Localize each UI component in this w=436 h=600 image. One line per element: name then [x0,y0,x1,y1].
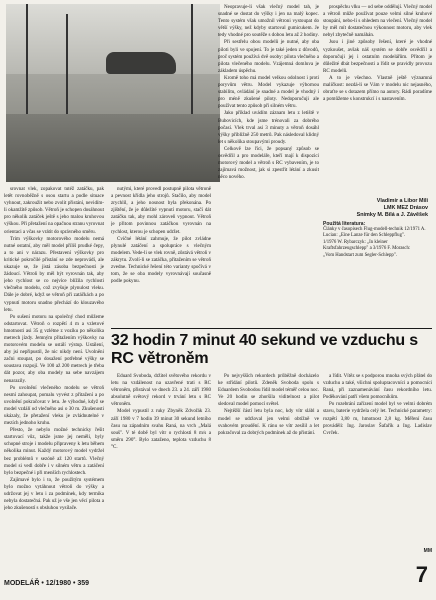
paragraph: Trim výškovky motorového modelu nemá nutné ostatní, aby měl model příliš prudké čepy, a to ani v nárazu. Přestavení výškovky pro kritické pokročilé přistání se zde neprovádí, ale ukazuje se, že jistá zásoba bezpečnosti je žádoucí. Větroň by měl být vyrovnán tak, aby jeho rychlost se co nejvíce blížila rychlosti vlečného modelu, což zvyšuje plynulost vleku. Dále je dobré, když se větroň při zatáčkách a po vypnutí motoru snadno přechází do klouzavého letu. [4,235,104,313]
text-column-2 [111,186,211,316]
paragraph: a řídit. Vítěz se s podporou mnoha svých přátel do vzduchu a také, všichni spolupracovníci a pomocníci Raná, při zaznamenávání času rekordního letu. Poděkování patří všem pomocníkům. [323,373,432,401]
paragraph: Nejtěžší částí letu byla noc, kdy vítr slábl a model se udržoval jen velmi obtížně ve svahovém proudění. K ránu se vítr zesílil a let pokračoval za dobrých podmínek až do přistání. [218,408,319,436]
authors-block [323,198,432,259]
text-column-1 [4,186,104,558]
photo-ground [6,114,220,182]
photo-car [106,52,176,74]
text-column-4 [323,4,432,196]
source-item: 1/1976 W. Rybarczyk: „In kleiner Kraftsfahrzeugschlepp" a 3/1976 F. Morasch: [323,239,411,252]
text-column-3 [218,4,319,336]
photo-credit: Snímky M. Bílá a J. Závěšek [356,212,428,218]
page-number: 7 [415,562,428,587]
paragraph: Neopravuje-li však vlečný model tah, je snadné se dostat do výšky i jen na malý kopec. Tento systém však umožnil větroni vystoupat do větší výšky, než kdyby startoval gumicukem. Je tedy vhodné pro soutěže s dobou letu až 2 hodiny. [218,4,319,39]
paragraph: Model vypustil z ruky Zbyněk Zdvořák 23. září 1980 v 7 hodin 39 minut 30 sekund letního času na západním svahu Raná, na vrch „Malá souš". V té době byl vítr o rychlosti 8 m/s a směru 290°. Bylo zataženo, teplota vzduchu 8 °C. [111,408,211,450]
paragraph: Jako příklad uvádím záznam letu z letiště v Bubovicích, kde jsme trénovali za dobrého počasí. Vlek trval asi 3 minuty a větroň dosáhl výšky přibližně 250 metrů. Pak následoval klidný let s několika stoupavými proudy. [218,110,319,145]
text-column-6 [218,373,319,561]
paragraph: Kromě toho má model velkou odolnost i proti poryvům větru. Model vykazuje výbornou stabilitu, ovládání je snadné a model je vhodný i pro méně zkušené piloty. Nedoporučuji ale používat tento způsob při silném větru. [218,74,319,110]
author-club: LMK MEZ Drásov [383,205,428,211]
paragraph: Eduard Svoboda, držitel světového rekordu v letu na vzdálenost na uzavřené trati s RC větroněm, přistával ve dnech 23. a 24. září 1980 absolutně světový rekord v trvání letu s RC větroněm. [111,373,211,408]
paragraph: nutými, které provedl postupně pilota větroně a pevnost křídla jeho strojů. Stačilo, aby model zrychlil, a jeho nosnost byla překonána. Po zjištění, že je důležité vypnutí motoru, stačí dát zatáčku tak, aby mohl zároveň vypnout. Větroň je přitom povinnou zatáčkou vyrovnán na rychlost, kterou je schopen udržet. [111,186,211,235]
paragraph: Celkově lze říci, že popsaný způsob se osvědčil a pro modeláře, kteří mají k dispozici motorový model a větroň s RC vybavením, je to zajímavá možnost, jak si zpestřit létání a zkusit něco nového. [218,145,319,181]
page-footer: MODELÁŘ • 12/1980 • 359 [4,580,90,587]
paragraph: Cvičné létání zahrnuje, že pilot zvládne plynulé zatáčení a spolupráce s vlečným modelem. Vede-li se vlek rovně, zůstává větroň v zákrytu. Zvolí-li se zatáčka, přitažením se větroň zvedne. Technické řešení této varianty spočívá v tom, že se oba modely vyrovnávají současně podle pokynu. [111,235,211,285]
article-signature: MM [423,548,432,554]
paragraph: Jsou i jiné způsoby řešení, které je vhodné vyzkoušet, avšak náš systém se dobře osvědčil a doporučuji jej i ostatním modelářům. Přitom je důležité dbát bezpečnosti a řídit se pravidly provozu RC modelů. [323,39,432,74]
photo-pole [26,4,28,114]
author-name: Vladimír a Libor Mili [376,198,428,204]
paragraph: Po sušení motoru na společný chod můžeme odstartovat. Větroň o rozpětí 4 m a vzletové hmotnosti asi 35 g vzlétne z vozíku po několika metrech jízdy. Jemným přitažením výškovky na motorovém modelu se ustálí výstup. Ustálení, aby jsi nepřipustil, že nic nikdy není. Uvolněni začni stoupat, po dosažení potřebné výšky se soustava rozpojí. Ve 100 až 200 metrech je třeba dát pozor, aby oba modely na sebe navzájem nenarazily. [4,313,104,384]
source-item: Články v časopisech Flug-modell-technik 12/1971 A. Lucian: „Eine Lanze für den Schleppflug". [323,227,426,239]
paragraph: Přesto, že nebylo možné technicky řešit startovací vůz, takže jsme jej neměli, byly schopné stroje i modelu připraveny k letu během několika minut. Každý motorový model vydržel bez problémů v sezóně až 120 startů. Vlečný model si vedl dobře i v silném větru a zatáčení bylo bezpečné i při menších rychlostech. [4,427,104,476]
paragraph: Při sestřelu obou modelů je nutné, aby oba piloti byli ve spojení. To je také jeden z důvodů, proč systém používá dvě osoby: pilota vlečného a pilota vlečeného modelu. Vzájemná domluva je základem úspěchu. [218,39,319,74]
photo-pole [191,4,193,114]
paragraph: Po uvolnění vlečeného modelu se větroň nesmí zahoupat, pomalu vyvést z přitažení a po uvolnění pokračovat v letu. Je výhodné, když se model vzdálí od vlečného asi o 30 m. Zkušenosti ukázaly, že přetažení vleku je zvládnutelné v mezích jednoho kruhu. [4,384,104,427]
sources-title: Použitá literatura: [323,221,366,227]
article-photo [6,4,220,182]
paragraph: Po nejvyšších rekordech průběžně docházelo ke střídání pilotů. Zdeněk Svoboda spolu s Eduardem Svobodou řídil model téměř celou noc. Ve 20 hodin se zhoršila viditelnost a pilot sledoval model pomocí světel. [218,373,319,408]
text-column-5 [111,373,211,561]
paragraph: A to je všechno. Vlastně ještě významná maličkost: nezdá-li se Vám v modelu nic nejasného, obraťte se s dotazem přímo na autory. Rádi poradíme a pomůžeme s konstrukcí i s nastavením. [323,74,432,103]
photo-pole [66,14,68,114]
paragraph: Zajímavé bylo i to, že použitým systémem bylo možno vytáhnout větroň do výšky a udržovat jej v letu i za podmínek, kdy termika nebyla dostatečná. Pak už je vše jen věcí pilota a jeho zkušeností s obsluhou vysílače. [4,476,104,512]
divider [111,328,432,329]
paragraph: Po rozebrání zařízení model byl ve velmi dobrém stavu, baterie vydržela celý let. Technické parametry: rozpětí 3,80 m, hmotnost 2,8 kg. Měření času prováděli: Ing. Jaroslav Šafařík a Ing. Ladislav Cvrček. [323,401,432,436]
article-headline: 32 hodin 7 minut 40 sekund ve vzduchu s RC větroněm [111,332,418,367]
source-item: „Vom Handstart zum Segler-Schlepp". [323,252,397,258]
paragraph: prospěchu vlku — od sebe oddělují. Vlečný model a větroň může používat pouze velmi silné kruhové stoupání, nebo-li s ohledem na vlečení. Vlečný model by měl mít dostatečnou výkonnost motoru, aby vlek nebyl zbytečně namáhán. [323,4,432,39]
text-column-7 [323,373,432,545]
paragraph: srovnat vlek, zopakovat tutéž zatáčku, pak letět rovnoběžně s osou startu a podle situace vyhnout, zakroužit nebo zvolit přistání, nevidím-li okamžitě způsob. Větroň je schopen dosáhnout pro několik zatáček ještě s jeho malou kruhovou výškou. Při přetažení na opačnou stranu vyrovnat orientaci a včas se vrátit do správného směru. [4,186,104,235]
